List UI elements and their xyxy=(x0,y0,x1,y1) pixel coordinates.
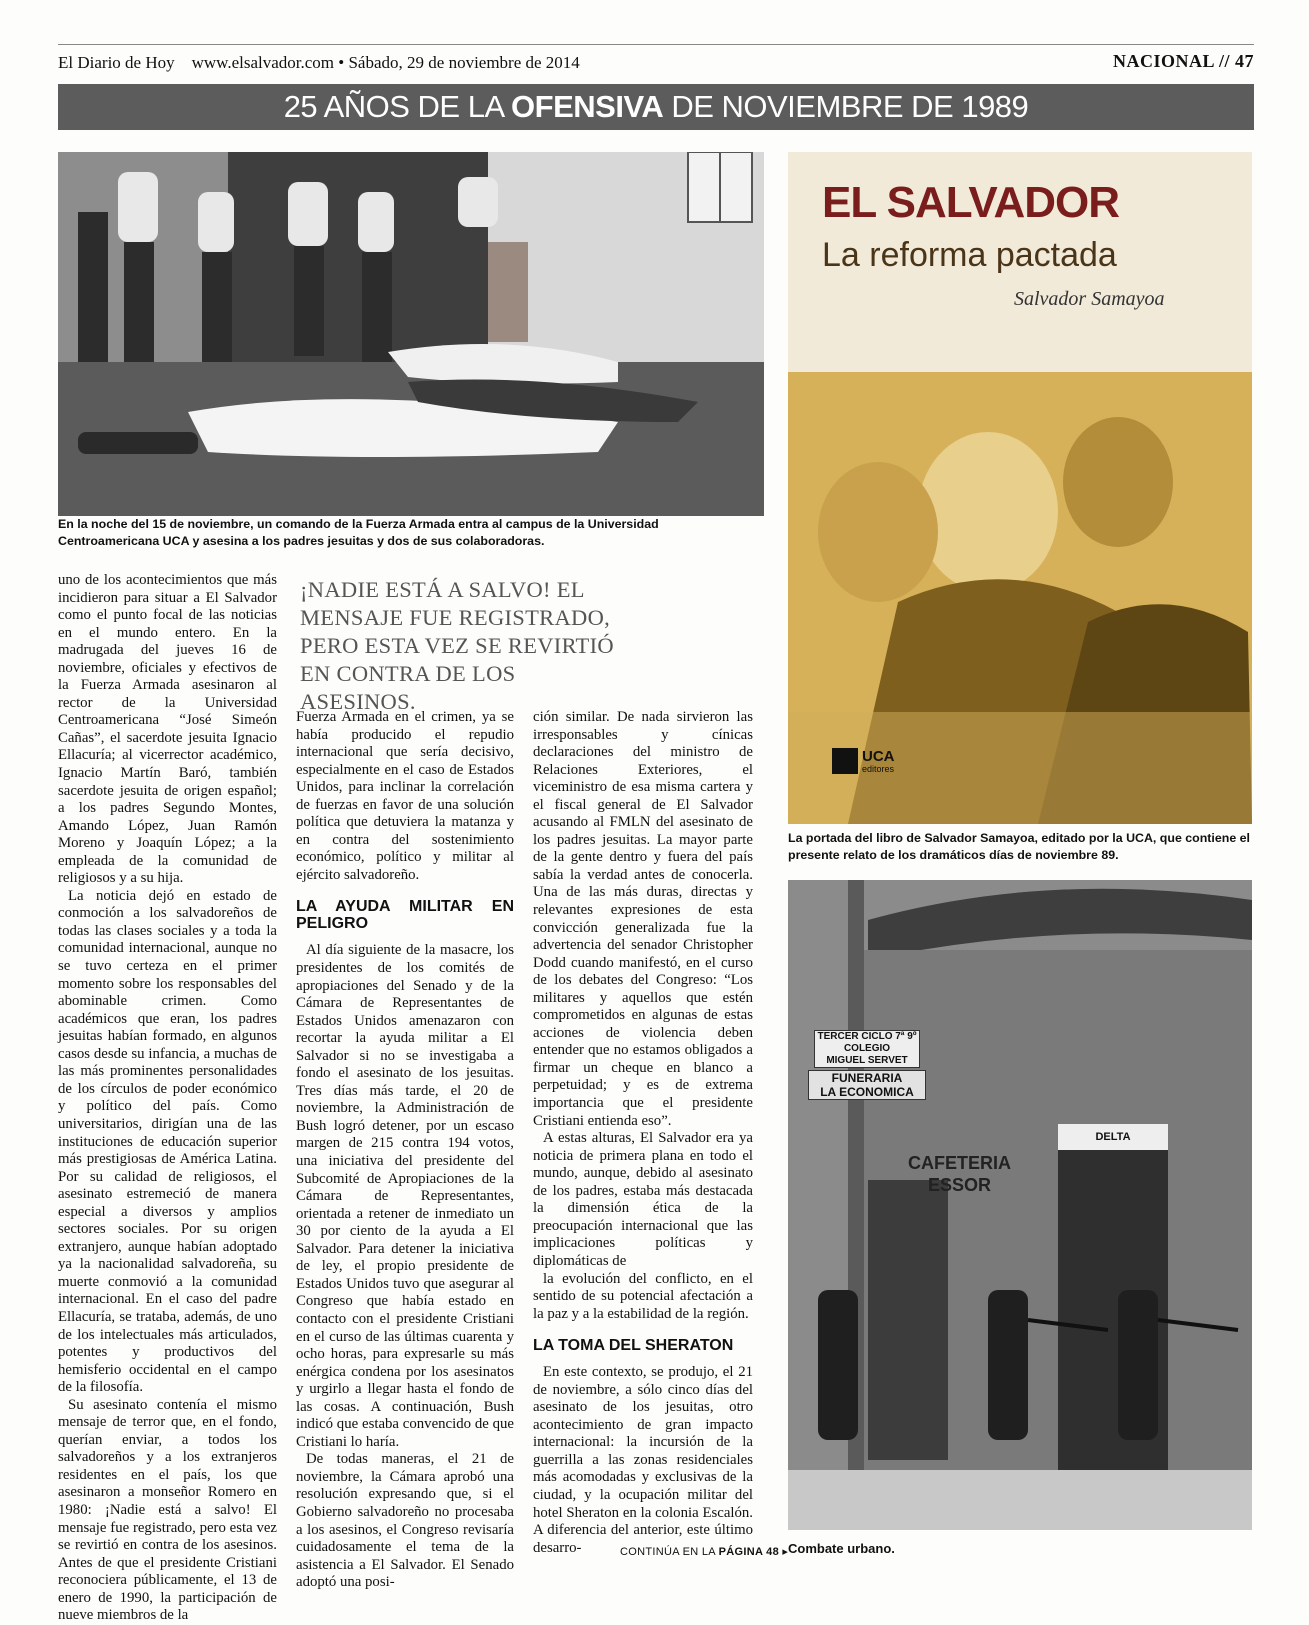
book-cover xyxy=(788,152,1252,824)
banner-part1: 25 AÑOS DE LA xyxy=(283,89,512,124)
site-date: www.elsalvador.com • Sábado, 29 de noviembre de 2014 xyxy=(191,53,580,72)
paper-name: El Diario de Hoy xyxy=(58,53,175,72)
photo-urban-combat xyxy=(788,880,1252,1530)
sign-funeraria xyxy=(808,1070,926,1100)
col2-paragraph-2: Al día siguiente de la masacre, los presidentes de los comités de apropiaciones del Senado y de la Cámara de Representantes de Estados Unidos amenazaron con recortar la ayuda militar a El Salvador si no se investigaba a fondo el asesinato de los jesuitas. Tres días más tarde, el 20 de noviembre, la Administración de Bush logró detener, por un escaso margen de 215 contra 194 votos, una iniciativa del presidente del Subcomité de Apropiaciones de la Cámara de Representantes, orientada a retener de inmediato un 30 por ciento de la ayuda a El Salvador. Para detener la iniciativa de ley, el propio presidente de Estados Unidos tuvo que asegurar al Congreso que había estado en contacto con el presidente Cristiani en el curso de las últimas cuarenta y ocho horas, para expresarle su más enérgica condena por los asesinatos y urgirlo a llegar hasta el fondo de las cosas. A continuación, Bush indicó que estaba convencido de que Cristiani lo haría. xyxy=(296,942,514,1450)
book-subtitle: La reforma pactada xyxy=(822,236,1117,274)
street-photo-caption: Combate urbano. xyxy=(788,1541,895,1556)
book-publisher-sub: editores xyxy=(862,764,895,774)
col3-paragraph-3: la evolución del conflicto, en el sentido de su potencial afectación a la paz y a la estabilidad de la región. xyxy=(533,1270,753,1322)
continued-notice xyxy=(620,1545,788,1558)
sign-cafeteria-line1: CAFETERIA xyxy=(908,1153,1011,1173)
book-caption: La portada del libro de Salvador Samayoa, editado por la UCA, que contiene el presente relato de los dramáticos días de noviembre 89. xyxy=(788,831,1250,862)
article-column-2 xyxy=(296,709,514,1592)
triangle-right-icon: ▸ xyxy=(782,1546,789,1558)
continued-text: CONTINÚA EN LA xyxy=(620,1546,716,1558)
sign-funeraria-line2: LA ECONOMICA xyxy=(820,1085,914,1099)
section-banner xyxy=(58,84,1254,130)
sign-cafeteria xyxy=(908,1152,1011,1196)
col2-paragraph-3: De todas maneras, el 21 de noviembre, la Cámara aprobó una resolución expresando que, si el Gobierno salvadoreño no procesaba a los asesinos, el Congreso revisaría cuidadosamente el tema de la asistencia a El Salvador. El Senado adoptó una posi- xyxy=(296,1451,514,1591)
sign-cafeteria-line2: ESSOR xyxy=(927,1175,992,1195)
col2-subhead: LA AYUDA MILITAR EN PELIGRO xyxy=(296,898,514,933)
street-photo-illustration xyxy=(788,880,1252,1530)
photo-main-caption: En la noche del 15 de noviembre, un comando de la Fuerza Armada entra al campus de la Universidad Centroamericana UCA y asesina a los padres jesuitas y dos de sus colaboradoras. xyxy=(58,517,659,548)
col2-paragraph-1: Fuerza Armada en el crimen, ya se había producido el repudio internacional que sería decisivo, especialmente en el caso de Estados Unidos, para inclinar la correlación de fuerzas en favor de una solución política que detuviera la matanza y en contra del sostenimiento económico, político y militar al ejército salvadoreño. xyxy=(296,709,514,883)
col3-paragraph-2: A estas alturas, El Salvador era ya noticia de primera plana en todo el mundo, aunque, debido al asesinato de los padres, estaba más destacada la dimensión ética de la preocupación internacional que las implicaciones políticas y diplomáticas de xyxy=(533,1130,753,1269)
continued-page: PÁGINA 48 xyxy=(718,1546,780,1558)
masthead xyxy=(58,44,1254,77)
col1-paragraph-3: Su asesinato contenía el mismo mensaje de terror que, en el fondo, querían enviar, a todos los salvadoreños y a los extranjeros residentes en el país, los que asesinaron a monseñor Romero en 1980: ¡Nadie está a salvo! El mensaje fue registrado, pero esta vez se revirtió en contra de los asesinos. Antes de que el presidente Cristiani reconociera públicamente, el 13 de enero de 1990, la participación de nueve miembros de la xyxy=(58,1396,277,1624)
book-author: Salvador Samayoa xyxy=(1014,288,1165,310)
sign-colegio-line3: MIGUEL SERVET xyxy=(826,1055,908,1066)
pull-quote: ¡NADIE ESTÁ A SALVO! EL MENSAJE FUE REGISTRADO, PERO ESTA VEZ SE REVIRTIÓ EN CONTRA DE LOS ASESINOS. xyxy=(300,577,614,714)
masthead-left xyxy=(58,53,580,73)
sign-colegio-line2: COLEGIO xyxy=(843,1043,891,1054)
sign-funeraria-line1: FUNERARIA xyxy=(831,1071,903,1085)
photo-main-illustration xyxy=(58,152,764,516)
article-column-3 xyxy=(533,709,753,1557)
col3-subhead: LA TOMA DEL SHERATON xyxy=(533,1337,734,1355)
col3-paragraph-1: ción similar. De nada sirvieron las irresponsables y cínicas declaraciones del ministro de Relaciones Exteriores, el viceministro de esa misma cartera y el fiscal general de El Salvador acusando al FMLN del asesinato de los padres jesuitas. La mayor parte de la gente dentro y fuera del país sabía la verdad antes de conocerla. Una de las más duras, directas y relevantes expresiones de esta convicción generalizada fue la advertencia del senador Christopher Dodd cuando manifestó, en el curso de los debates del Congreso: “Los militares y aquellos que estén comprometidos en algunas de estas acciones de violencia deben entender que no estamos obligados a firmar un cheque en blanco a perpetuidad; y es de extrema importancia que el presidente Cristiani entienda eso”. xyxy=(533,709,753,1129)
photo-jesuit-massacre xyxy=(58,152,764,516)
uca-logo-icon xyxy=(832,748,858,774)
book-title: EL SALVADOR xyxy=(822,178,1120,227)
col3-paragraph-4: En este contexto, se produjo, el 21 de noviembre, a sólo cinco días del asesinato de los jesuitas, otro acontecimiento de gran impacto internacional: la incursión de la guerrilla a las zonas residenciales más acomodadas y exclusivas de la ciudad, y la ocupación militar del hotel Sheraton en la colonia Escalón. A diferencia del anterior, este último desarro- xyxy=(533,1364,753,1556)
section-page: NACIONAL // 47 xyxy=(1112,51,1254,71)
sign-colegio xyxy=(814,1030,920,1068)
col1-paragraph-2: La noticia dejó en estado de conmoción a los salvadoreños de todas las clases sociales y a toda la comunidad internacional, aunque no se tuvo certeza en el primer momento sobre los responsables del abominable crimen. Como académicos que eran, los padres jesuitas habían formado, en algunos casos desde su infancia, a muchas de las más prominentes personalidades de los círculos de poder económico y político del país. Como universitarios, dirigían una de las instituciones de educación superior más prestigiosas de América Latina. Por su calidad de religiosos, el asesinato estremeció de manera especial a diversos y amplios sectores sociales. Por su origen extranjero, aunque habían adoptado ya la nacionalidad salvadoreña, su muerte conmovió a la comunidad internacional. En el caso del padre Ellacuría, se trataba, además, de uno de los intelectuales más articulados, potentes y productivos del hemisferio occidental en el campo de la filosofía. xyxy=(58,887,277,1396)
banner-bold: OFENSIVA xyxy=(511,89,664,124)
col1-paragraph-1: uno de los acontecimientos que más incidieron para situar a El Salvador como el punto focal de las noticias en el mundo entero. En la madrugada del jueves 16 de noviembre, oficiales y efectivos de la Fuerza Armada asesinaron al rector de la Universidad Centroamericana “José Simeón Cañas”, el sacerdote jesuita Ignacio Ellacuría; al vicerrector académico, Ignacio Martín Baró, también sacerdote jesuita de origen español; a los padres Segundo Montes, Amando López, Juan Ramón Moreno y Joaquín López; a la empleada de la comunidad de religiosos y a su hija. xyxy=(58,572,277,887)
book-publisher: UCA xyxy=(862,748,895,765)
banner-part2: DE NOVIEMBRE DE 1989 xyxy=(663,89,1029,124)
article-column-1 xyxy=(58,572,277,1625)
sign-delta: DELTA xyxy=(1058,1124,1168,1150)
sign-colegio-line1: TERCER CICLO 7ª 9º xyxy=(817,1031,917,1042)
